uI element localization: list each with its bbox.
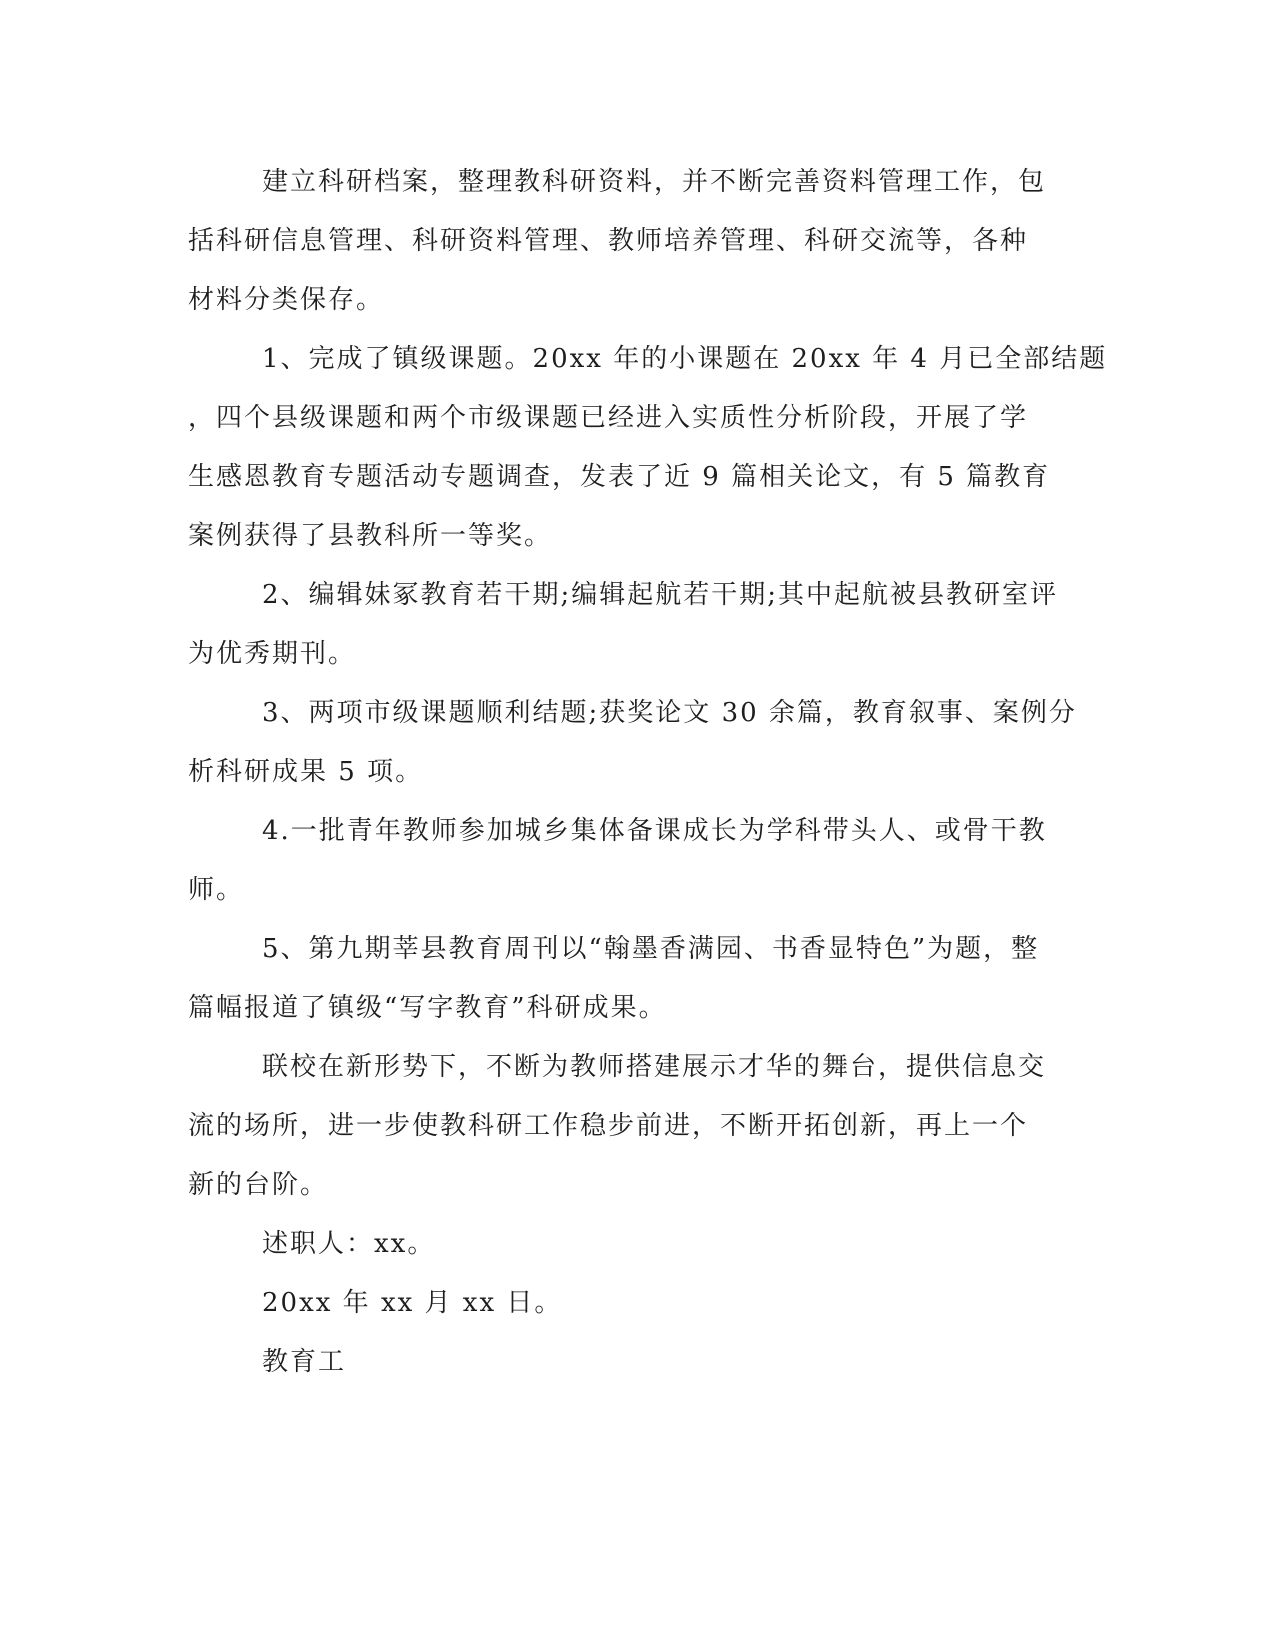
paragraph-1-line-3: 材料分类保存。 [188, 285, 385, 315]
item-1-line-1: 1、完成了镇级课题。20xx 年的小课题在 20xx 年 4 月已全部结题 [262, 344, 1108, 374]
trailing-text-line: 教育工 [262, 1347, 347, 1377]
item-4-line-2: 师。 [188, 875, 245, 905]
item-5-line-2: 篇幅报道了镇级“写字教育”科研成果。 [188, 993, 667, 1023]
item-2-line-1: 2、编辑妹冢教育若干期;编辑起航若干期;其中起航被县教研室评 [262, 580, 1059, 610]
item-3-line-2: 析科研成果 5 项。 [188, 757, 424, 787]
signature-line: 述职人：xx。 [262, 1229, 436, 1259]
item-2-line-2: 为优秀期刊。 [188, 639, 357, 669]
paragraph-1-line-1: 建立科研档案，整理教科研资料，并不断完善资料管理工作，包 [262, 167, 1047, 197]
paragraph-closing-line-3: 新的台阶。 [188, 1170, 329, 1200]
paragraph-1-line-2: 括科研信息管理、科研资料管理、教师培养管理、科研交流等，各种 [188, 226, 1029, 256]
item-5-line-1: 5、第九期莘县教育周刊以“翰墨香满园、书香显特色”为题，整 [262, 934, 1040, 964]
item-1-line-3: 生感恩教育专题活动专题调查，发表了近 9 篇相关论文，有 5 篇教育 [188, 462, 1051, 492]
date-line: 20xx 年 xx 月 xx 日。 [262, 1288, 563, 1318]
item-3-line-1: 3、两项市级课题顺利结题;获奖论文 30 余篇，教育叙事、案例分 [262, 698, 1077, 728]
item-1-line-2: ，四个县级课题和两个市级课题已经进入实质性分析阶段，开展了学 [188, 403, 1029, 433]
paragraph-closing-line-2: 流的场所，进一步使教科研工作稳步前进，不断开拓创新，再上一个 [188, 1111, 1029, 1141]
item-4-line-1: 4.一批青年教师参加城乡集体备课成长为学科带头人、或骨干教 [262, 816, 1047, 846]
paragraph-closing-line-1: 联校在新形势下，不断为教师搭建展示才华的舞台，提供信息交 [262, 1052, 1047, 1082]
item-1-line-4: 案例获得了县教科所一等奖。 [188, 521, 553, 551]
